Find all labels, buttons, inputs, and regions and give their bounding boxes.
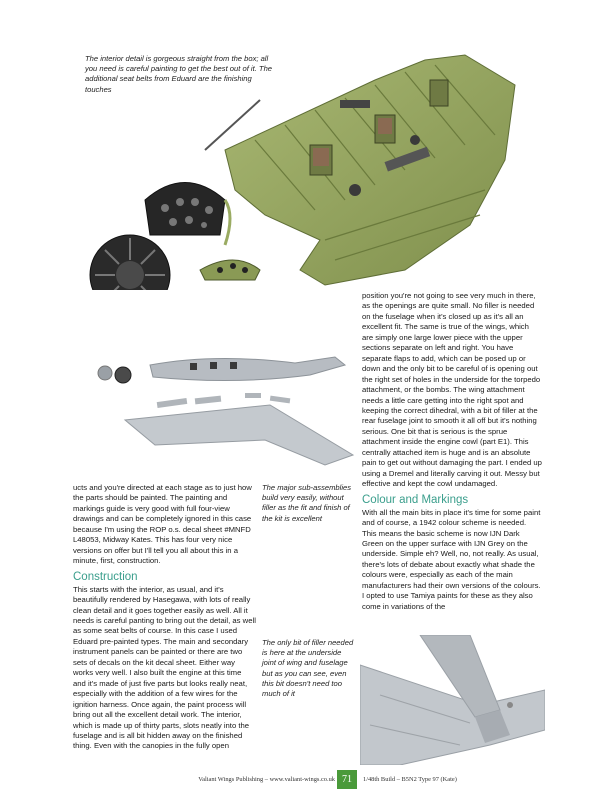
colour-markings-paragraph: With all the main bits in place it's time for some paint and of course, a 1942 colour scheme is needed. This means the basic scheme is now IJN Dark Green on the upper surface with IJN Grey on the underside. Simple eh? Well, no, not really. As usual, there's lots of debate about exactly what shade the colours were, especially as each of the main manufacturers had their own versions of the colours. I opted to use Tamiya paints for these as they also come in variations of the: [362, 507, 541, 611]
left-intro-paragraph: ucts and you're directed at each stage as to just how the parts should be painted. The painting and markings guide is very good with full four-view drawings and can be completely ignored in this case because I'm using the ROP o.s. decal sheet #MNFD L48053, Midway Kates. This has four very nice versions on offer but I'll tell you all about this in a minute, first, construction.: [73, 483, 252, 566]
colour-markings-heading: Colour and Markings: [362, 493, 469, 506]
right-body-paragraph: position you're not going to see very much in there, as the openings are quite small. No filler is needed on the fuselage when it's closed up as it's all an excellent fit. The same is true of the wings, which are simply one large lower piece with the upper sections separate on left and right. You have separate flaps to add, which can be posed up or down and the only bit to be careful of is opening out the right set of holes in the underside for the torpedo attachment, or the bombs. The wing attachment needs a little care getting into the right spot and keeping the correct dihedral, with a bit of filler at the rear fuselage joint to smooth it all off but it's nothing serious. One bit that is serious is the sprue attachment inside the engine cowl (part E1). This centrally attached item is huge and is an absolute pain to get out without damaging the part. I ended up using a Dremel and literally carving it out. Messy but effective and kept the cowl undamaged.: [362, 291, 542, 489]
left-column: [73, 483, 256, 752]
publisher-credit: Valiant Wings Publishing – www.valiant-wings.co.uk: [198, 776, 335, 783]
subassembly-caption: The major sub-assemblies build very easily, without filler as the fit and finish of the kit is excellent: [262, 483, 352, 523]
construction-paragraph: This starts with the interior, as usual, and it's beautifully rendered by Hasegawa, with lots of really clean detail and it goes together easily as well. All it needs is careful panting to bring out the detail, as well as some seat belts of course. In this case I used Eduard pre-painted types. The main and secondary instrument panels can be painted or there are two sets of decals on the kit decal sheet. Either way works very well. I also built the engine at this time and it's made of just five parts but looks really neat, especially with the addition of a few wires for the ignition harness. Once again, the paint process will bring out all the excellent detail work. The interior, which is made up of thirty parts, slots neatly into the fuselage and is all bit hidden away on the finished thing. Even with the canopies in the fully open: [73, 584, 256, 751]
wing-joint-illustration: [360, 635, 545, 765]
interior-caption: The interior detail is gorgeous straight from the box; all you need is careful painting to get the best out of it. The additional seat belts from Eduard are the finishing touches: [85, 54, 273, 94]
build-title: 1/48th Build – B5N2 Type 97 (Kate): [363, 776, 457, 783]
page-number: 71: [337, 770, 357, 789]
construction-heading: Construction: [73, 570, 138, 583]
subassembly-illustration: [95, 345, 357, 470]
subassembly-photo: [95, 345, 357, 470]
filler-caption: The only bit of filler needed is here at the underside joint of wing and fuselage but as you can see, even this bit doesn't need too much of it: [262, 638, 354, 699]
right-column: [362, 291, 542, 612]
page-footer: [0, 770, 600, 790]
wing-joint-photo: [360, 635, 545, 765]
